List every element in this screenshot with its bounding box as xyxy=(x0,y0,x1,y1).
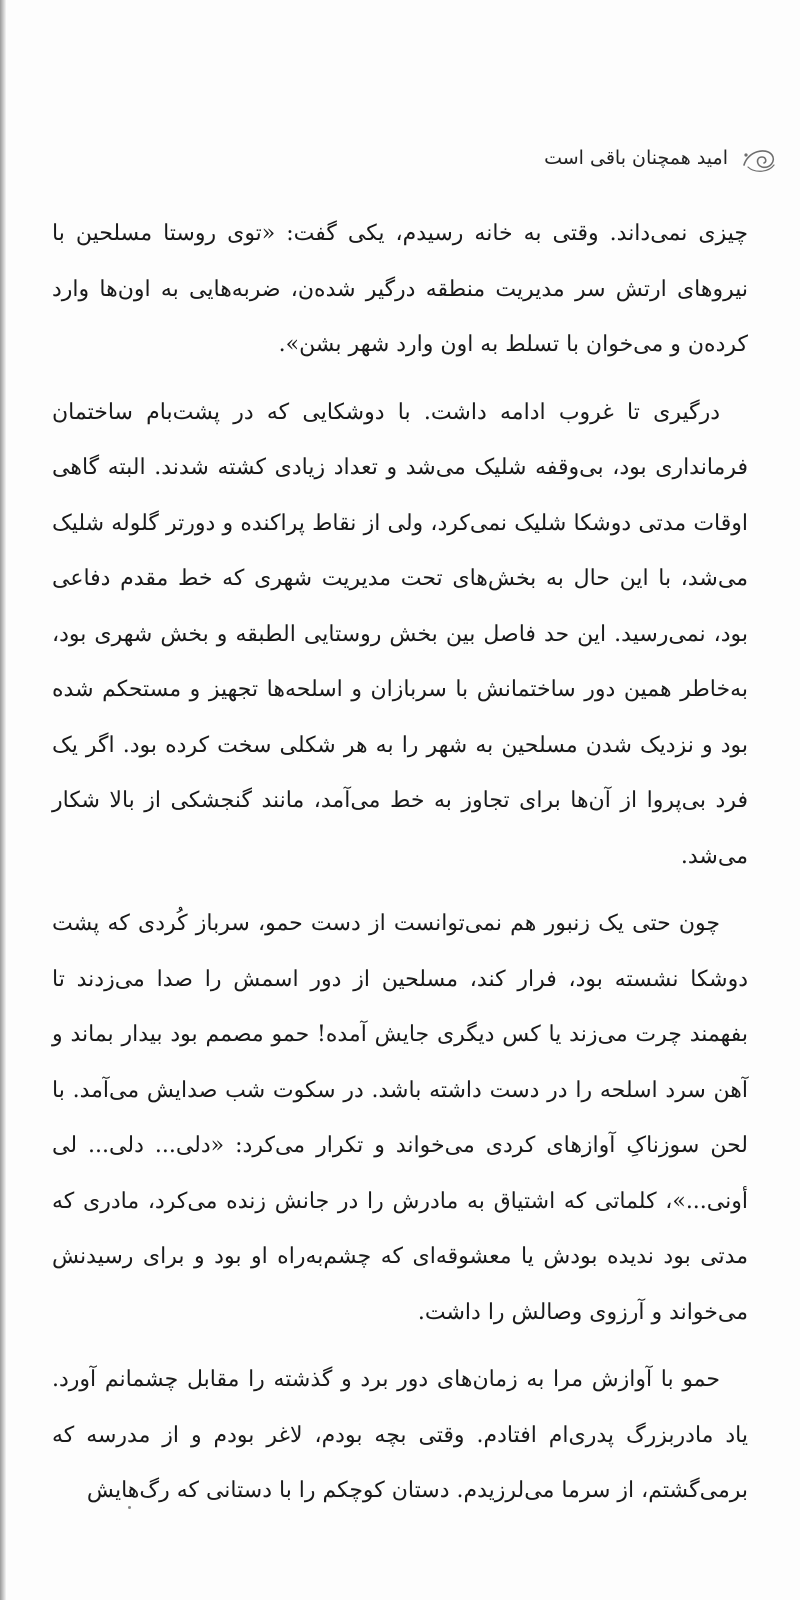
paragraph: حمو با آوازش مرا به زمان‌های دور برد و گذشته را مقابل چشمانم آورد. یاد مادربزرگ پدری‌ام افتادم. وقتی بچه بودم، لاغر بودم و از مدرسه که برمی‌گشتم، از سرما می‌لرزیدم. دستان کوچکم را با دستانی که رگ‌هایش xyxy=(52,1367,748,1503)
body-text xyxy=(52,206,748,1519)
print-speck xyxy=(128,1506,131,1509)
swirl-ornament-icon xyxy=(738,137,780,179)
paragraph: چیزی نمی‌داند. وقتی به خانه رسیدم، یکی گفت: «توی روستا مسلحین با نیروهای ارتش سر مدیریت منطقه درگیر شده‌ن، ضربه‌هایی به اون‌ها وارد کرده‌ن و می‌خوان با تسلط به اون وارد شهر بشن». xyxy=(52,221,748,357)
paragraph: چون حتی یک زنبور هم نمی‌توانست از دست حمو، سرباز کُردی که پشت دوشکا نشسته بود، فرار کند، مسلحین از دور اسمش را صدا می‌زدند تا بفهمند چرت می‌زند یا کس دیگری جایش آمده! حمو مصمم بود بیدار بماند و آهن سرد اسلحه را در دست داشته باشد. در سکوت شب صدایش می‌آمد. با لحن سوزناکِ آوازهای کردی می‌خواند و تکرار می‌کرد: «دلی... دلی... لی أونی...»، کلماتی که اشتیاق به مادرش را در جانش زنده می‌کرد، مادری که مدتی بود ندیده بودش یا معشوقه‌ای که چشم‌به‌راه او بود و برای رسیدنش می‌خواند و آرزوی وصالش را داشت. xyxy=(52,911,748,1325)
running-head-title: امید همچنان باقی است xyxy=(544,147,728,169)
paragraph: درگیری تا غروب ادامه داشت. با دوشکایی که در پشت‌بام ساختمان فرمانداری بود، بی‌وقفه شلیک می‌شد و تعداد زیادی کشته شدند. البته گاهی اوقات مدتی دوشکا شلیک نمی‌کرد، ولی از نقاط پراکنده و دورتر گلوله شلیک می‌شد، با این حال به بخش‌های تحت مدیریت شهری که خط مقدم دفاعی بود، نمی‌رسید. این حد فاصل بین بخش روستایی الطبقه و بخش شهری بود، به‌خاطر همین دور ساختمانش با سربازان و اسلحه‌ها تجهیز و مستحکم شده بود و نزدیک شدن مسلحین به شهر را به هر شکلی سخت کرده بود. اگر یک فرد بی‌پروا از آن‌ها برای تجاوز به خط می‌آمد، مانند گنجشکی از بالا شکار می‌شد. xyxy=(52,399,748,869)
page-binding-shadow xyxy=(0,0,6,1600)
page-header xyxy=(520,128,780,188)
